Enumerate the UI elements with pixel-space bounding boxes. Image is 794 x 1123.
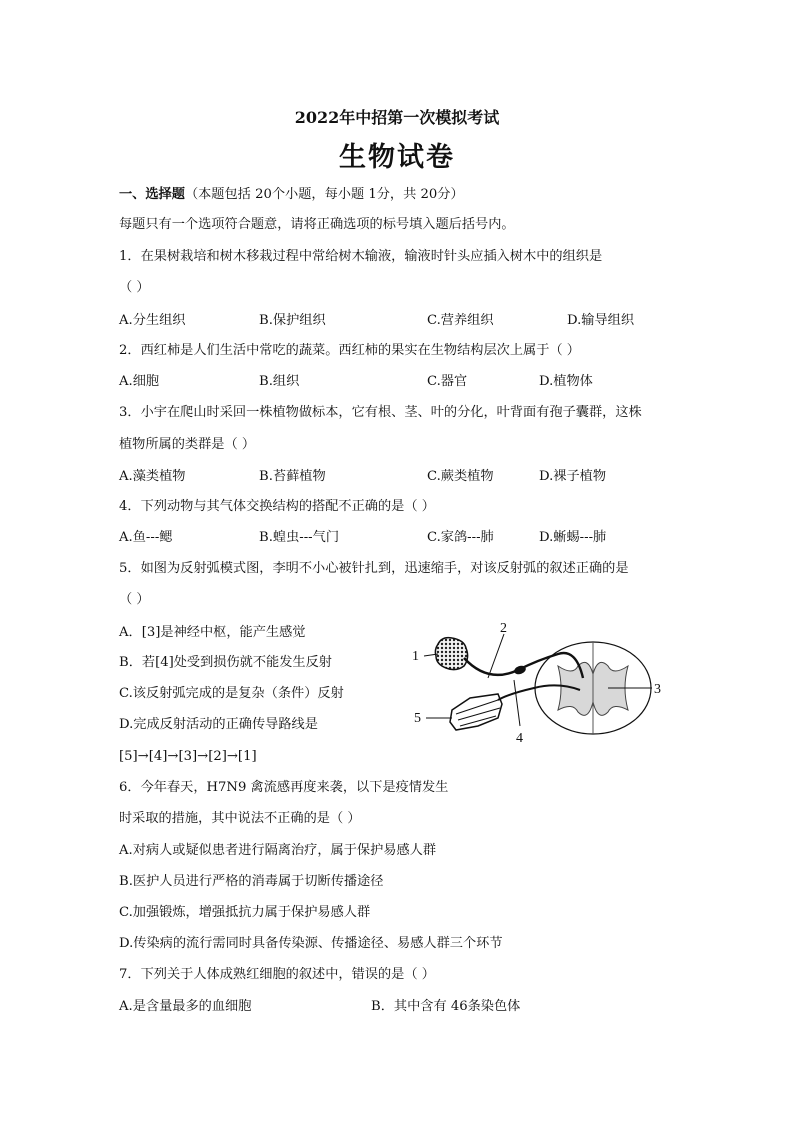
exam-title: 2022年中招第一次模拟考试 bbox=[294, 108, 500, 127]
section-heading bbox=[119, 186, 464, 204]
question-4-option-a: A.鱼---鳃 bbox=[119, 530, 173, 545]
question-5-blank: （ ） bbox=[119, 592, 150, 607]
question-7-option-a: A.是含量最多的血细胞 bbox=[119, 999, 252, 1014]
question-3-option-b: B.苔藓植物 bbox=[259, 469, 326, 484]
question-5-path: [5]→[4]→[3]→[2]→[1] bbox=[119, 749, 257, 764]
question-3-stem-cont: 植物所属的类群是（ ） bbox=[119, 437, 256, 452]
question-6-option-a: A.对病人或疑似患者进行隔离治疗，属于保护易感人群 bbox=[119, 843, 437, 858]
question-6-option-d: D.传染病的流行需同时具备传染源、传播途径、易感人群三个环节 bbox=[119, 936, 503, 951]
receptor-shape bbox=[435, 638, 467, 670]
effector-shape bbox=[450, 694, 502, 730]
question-4-option-b: B.蝗虫---气门 bbox=[259, 530, 340, 545]
figure-label-3: 3 bbox=[654, 682, 661, 697]
question-2-option-d: D.植物体 bbox=[539, 374, 593, 389]
question-7-stem: 7．下列关于人体成熟红细胞的叙述中，错误的是（ ） bbox=[119, 967, 435, 982]
question-2-option-b: B.组织 bbox=[259, 374, 300, 389]
question-6-stem-cont: 时采取的措施，其中说法不正确的是（ ） bbox=[119, 811, 361, 826]
question-3-option-c: C.蕨类植物 bbox=[427, 469, 494, 484]
question-5-stem: 5．如图为反射弧模式图，李明不小心被针扎到，迅速缩手，对该反射弧的叙述正确的是 bbox=[119, 561, 629, 576]
question-5-option-a: A．[3]是神经中枢，能产生感觉 bbox=[119, 625, 306, 640]
figure-label-4: 4 bbox=[516, 731, 523, 746]
leader-line-4 bbox=[514, 680, 520, 726]
question-2-option-c: C.器官 bbox=[427, 374, 468, 389]
question-1-option-b: B.保护组织 bbox=[259, 313, 326, 328]
question-6-option-b: B.医护人员进行严格的消毒属于切断传播途径 bbox=[119, 874, 384, 889]
figure-label-1: 1 bbox=[412, 649, 419, 664]
question-1-blank: （ ） bbox=[119, 280, 150, 295]
question-1-option-c: C.营养组织 bbox=[427, 313, 494, 328]
reflex-arc-figure bbox=[408, 618, 670, 746]
section-instruction: 每题只有一个选项符合题意，请将正确选项的标号填入题后括号内。 bbox=[119, 217, 515, 232]
section-title: 一、选择题 bbox=[119, 187, 185, 202]
question-4-option-d: D.蜥蜴---肺 bbox=[539, 530, 607, 545]
question-3-option-d: D.裸子植物 bbox=[539, 469, 607, 484]
question-5-option-b: B．若[4]处受到损伤就不能发生反射 bbox=[119, 655, 332, 670]
question-6-stem: 6．今年春天，H7N9 禽流感再度来袭，以下是疫情发生 bbox=[119, 780, 449, 795]
question-7-option-b: B．其中含有 46条染色体 bbox=[371, 999, 521, 1014]
question-4-option-c: C.家鸽---肺 bbox=[427, 530, 494, 545]
question-1-stem: 1．在果树栽培和树木移栽过程中常给树木输液，输液时针头应插入树木中的组织是 bbox=[119, 249, 603, 264]
figure-label-5: 5 bbox=[414, 711, 421, 726]
question-1-option-a: A.分生组织 bbox=[119, 313, 186, 328]
section-note: （本题包括 20个小题，每小题 1分，共 20分） bbox=[184, 187, 464, 202]
question-6-option-c: C.加强锻炼，增强抵抗力属于保护易感人群 bbox=[119, 905, 371, 920]
question-2-option-a: A.细胞 bbox=[119, 374, 160, 389]
leader-line-2 bbox=[488, 634, 504, 678]
question-3-stem: 3．小宇在爬山时采回一株植物做标本，它有根、茎、叶的分化，叶背面有孢子囊群，这株 bbox=[119, 405, 642, 420]
subject-title: 生物试卷 bbox=[339, 142, 455, 173]
question-3-option-a: A.藻类植物 bbox=[119, 469, 186, 484]
question-5-option-d: D.完成反射活动的正确传导路线是 bbox=[119, 717, 318, 732]
question-5-option-c: C.该反射弧完成的是复杂（条件）反射 bbox=[119, 686, 344, 701]
question-4-stem: 4．下列动物与其气体交换结构的搭配不正确的是（ ） bbox=[119, 499, 435, 514]
question-1-option-d: D.输导组织 bbox=[567, 313, 635, 328]
question-2-stem: 2．西红柿是人们生活中常吃的蔬菜。西红柿的果实在生物结构层次上属于（ ） bbox=[119, 343, 580, 358]
figure-label-2: 2 bbox=[500, 621, 507, 636]
